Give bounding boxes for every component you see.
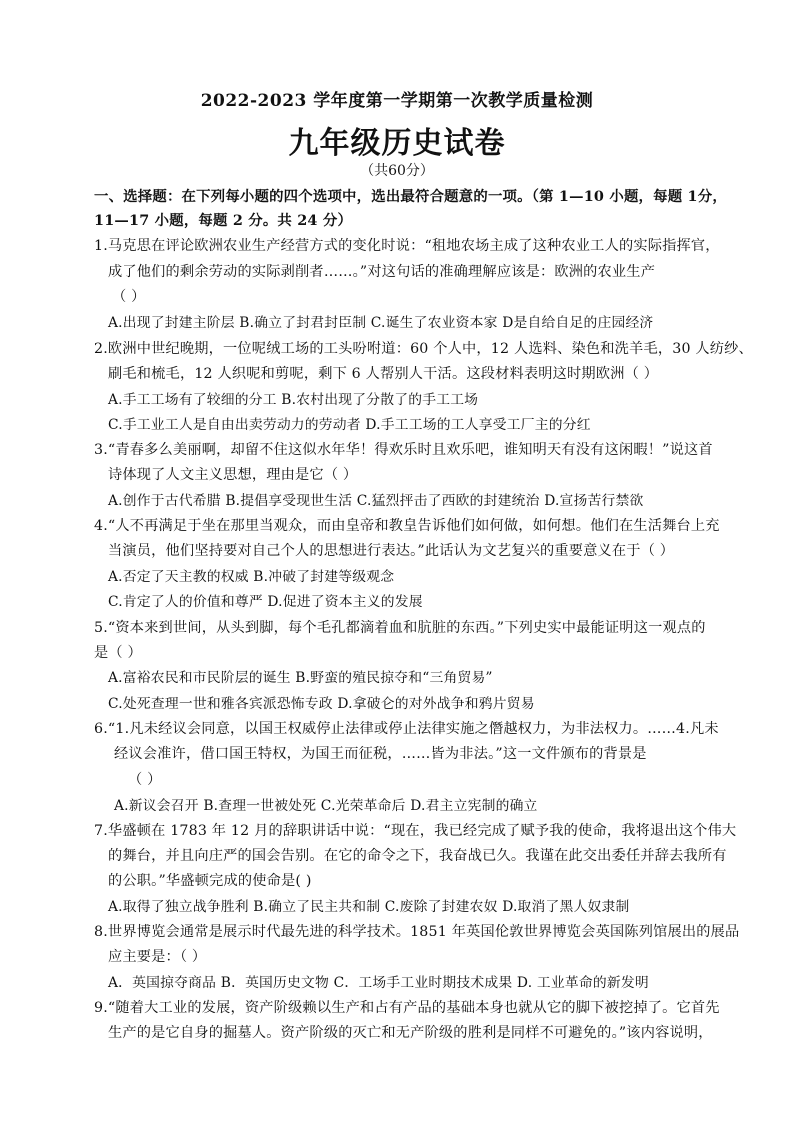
question-4-options-2: C.肯定了人的价值和尊严 D.促进了资本主义的发展	[108, 594, 423, 610]
question-8-line-1: 8.世界博览会通常是展示时代最先进的科学技术。1851 年英国伦敦世界博览会英国陈列馆展出的展品	[94, 924, 740, 940]
section-heading: 一、选择题：在下列每小题的四个选项中，选出最符合题意的一项。（第 1—10 小题，每题 1分，	[94, 188, 727, 205]
exam-title: 2022-2023 学年度第一学期第一次教学质量检测	[200, 91, 594, 111]
question-7-line-1: 7.华盛顿在 1783 年 12 月的辞职讲话中说：“现在，我已经完成了赋予我的使命，我将退出这个伟大	[94, 823, 737, 839]
question-5-options-1: A.富裕农民和市民阶层的诞生 B.野蛮的殖民掠夺和“三角贸易”	[108, 670, 493, 686]
question-2-line-1: 2.欧洲中世纪晚期，一位呢绒工场的工头吩咐道：60 个人中，12 人选料、染色和洗羊毛，30 人纺纱、	[94, 341, 753, 357]
question-6-line-2: 经议会准许，借口国王特权，为国王而征税，……皆为非法。”这一文件颁布的背景是	[114, 746, 647, 762]
question-3-options: A.创作于古代希腊 B.提倡享受现世生活 C.猛烈抨击了西欧的封建统治 D.宣扬苦行禁欲	[108, 493, 644, 509]
question-2-line-2: 刷毛和梳毛，12 人织呢和剪呢，剩下 6 人帮别人干活。这段材料表明这时期欧洲（ ）	[108, 366, 659, 382]
question-4-options-1: A.否定了天主教的权威 B.冲破了封建等级观念	[108, 569, 395, 585]
question-1-line-1: 1.马克思在评论欧洲农业生产经营方式的变化时说：“租地农场主成了这种农业工人的实际指挥官，	[94, 238, 720, 254]
question-5-line-2: 是（ ）	[94, 645, 142, 661]
question-1-blank: （ ）	[112, 289, 146, 305]
subject-title: 九年级历史试卷	[288, 126, 506, 161]
question-6-line-1: 6.“1.凡未经议会同意，以国王权威停止法律或停止法律实施之僭越权力，为非法权力。……4.凡未	[94, 721, 719, 737]
question-1-options: A.出现了封建主阶层 B.确立了封君封臣制 C.诞生了农业资本家 D是自给自足的庄园经济	[108, 315, 654, 331]
question-7-line-3: 的公职。”华盛顿完成的使命是( )	[108, 873, 312, 889]
question-2-options-1: A.手工工场有了较细的分工 B.农村出现了分散了的手工工场	[108, 392, 479, 408]
question-9-line-2: 生产的是它自身的掘墓人。资产阶级的灭亡和无产阶级的胜利是同样不可避免的。”该内容说明，	[108, 1025, 713, 1041]
question-6-blank: （ ）	[128, 772, 162, 788]
question-7-options: A.取得了独立战争胜利 B.确立了民主共和制 C.废除了封建农奴 D.取消了黑人奴隶制	[108, 899, 630, 915]
question-1-line-2: 成了他们的剩余劳动的实际剥削者……。”对这句话的准确理解应该是：欧洲的农业生产	[108, 264, 656, 280]
question-3-line-2: 诗体现了人文主义思想，理由是它（ ）	[108, 467, 358, 483]
question-4-line-1: 4.“人不再满足于坐在那里当观众，而由皇帝和教皇告诉他们如何做，如何想。他们在生活舞台上充	[94, 518, 720, 534]
question-8-options: A．英国掠夺商品 B．英国历史文物 C．工场手工业时期技术成果 D. 工业革命的新发明	[108, 975, 649, 991]
question-7-line-2: 的舞台，并且向庄严的国会告别。在它的命令之下，我奋战已久。我谨在此交出委任并辞去我所有	[108, 848, 727, 864]
question-2-options-2: C.手工业工人是自由出卖劳动力的劳动者 D.手工工场的工人享受工厂主的分红	[108, 417, 591, 433]
total-score: （共60分）	[360, 163, 434, 179]
question-8-line-2: 应主要是：（ ）	[108, 949, 207, 965]
question-5-options-2: C.处死查理一世和雅各宾派恐怖专政 D.拿破仑的对外战争和鸦片贸易	[108, 696, 535, 712]
question-5-line-1: 5.“资本来到世间，从头到脚，每个毛孔都滴着血和肮脏的东西。”下列史实中最能证明这一观点的	[94, 620, 706, 636]
question-6-options: A.新议会召开 B.查理一世被处死 C.光荣革命后 D.君主立宪制的确立	[114, 798, 538, 814]
question-3-line-1: 3.“青春多么美丽啊，却留不住这似水年华！得欢乐时且欢乐吧，谁知明天有没有这闲暇！”说这首	[94, 442, 713, 458]
question-9-line-1: 9.“随着大工业的发展，资产阶级赖以生产和占有产品的基础本身也就从它的脚下被挖掉了。它首先	[94, 1000, 720, 1016]
section-heading-cont: 11—17 小题，每题 2 分。共 24 分）	[94, 212, 353, 229]
question-4-line-2: 当演员，他们坚持要对自己个人的思想进行表达。”此话认为文艺复兴的重要意义在于（ ）	[108, 543, 675, 559]
